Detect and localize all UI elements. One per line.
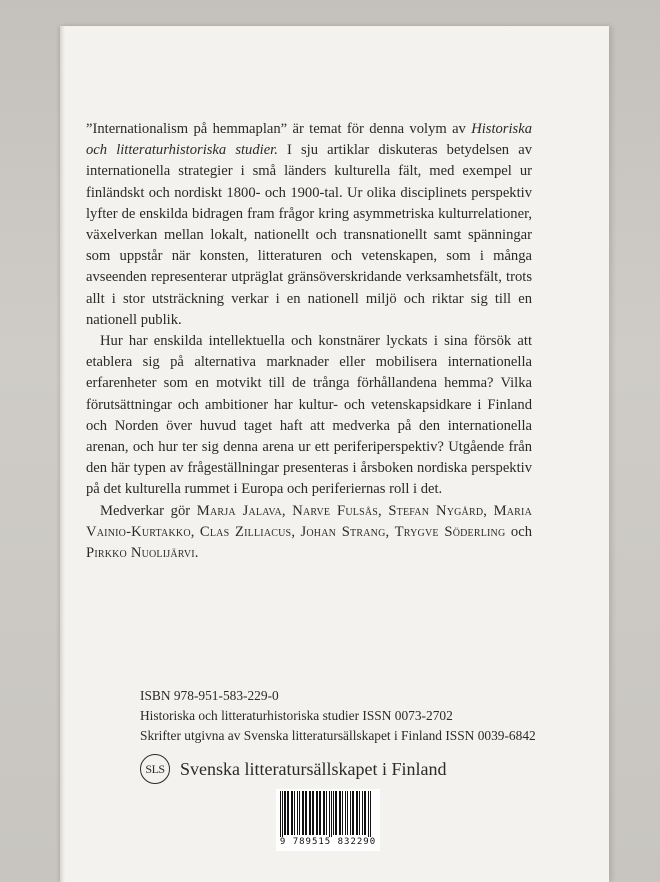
- blurb-p1-start: ”Internationalism på hemmaplan” är temat för denna volym av: [86, 121, 472, 137]
- separator: ,: [378, 502, 389, 519]
- barcode-bar: [364, 791, 366, 835]
- barcode-bar: [299, 791, 300, 835]
- publisher-imprint: [140, 752, 446, 786]
- barcode-bar: [319, 791, 321, 835]
- barcode-bar: [347, 791, 348, 835]
- barcode-bar: [287, 791, 289, 835]
- blurb-paragraph-3: [86, 501, 532, 565]
- barcode-bar: [297, 791, 298, 835]
- barcode-bar: [291, 791, 293, 835]
- contributor-name: Marja Jalava: [196, 502, 282, 519]
- barcode-bar: [370, 791, 371, 839]
- barcode-digits: 9 789515 832290: [276, 837, 380, 847]
- barcode-bar: [350, 791, 351, 835]
- barcode-bar: [342, 791, 343, 835]
- barcode-bar: [356, 791, 358, 835]
- barcode-bar: [352, 791, 354, 835]
- barcode-bar: [309, 791, 311, 835]
- barcode-bar: [294, 791, 295, 835]
- blurb-paragraph-2: Hur har enskilda intellektuella och konstnärer lyckats i sina försök att etablera sig på alternativa marknader eller mobilisera internationella erfarenheter som en motvikt till de trånga förhållandena hemma? Vilka förutsättningar och ambitioner har kultur- och vetenskapsidkare i Finland och Norden över huvud taget haft att medverka på den internationella arenan, och hur ter sig denna arena ur ett periferiperspektiv? Utgående från den här typen av frågeställningar presenteras i årsboken nordiska perspektiv på det kulturella rummet i Europa och periferiernas roll i det.: [86, 333, 532, 498]
- contributor-name: Clas Zilliacus: [199, 523, 292, 540]
- barcode-bar: [368, 791, 369, 839]
- barcode-bar: [345, 791, 346, 835]
- contributor-name: Narve Fulsås: [292, 502, 379, 519]
- contributor-name: Stefan Nygård: [388, 502, 484, 519]
- barcode-bar: [362, 791, 363, 835]
- barcode-bar: [335, 791, 337, 835]
- barcode-bars: [276, 789, 380, 839]
- sentence-end: .: [194, 545, 199, 562]
- isbn-line: ISBN 978-951-583-229-0: [140, 688, 279, 703]
- barcode-bar: [305, 791, 307, 835]
- contributors-intro: Medverkar gör: [100, 502, 197, 519]
- blurb-paragraph-1: [86, 119, 532, 331]
- contributor-name: Johan Strang: [300, 523, 386, 540]
- contributor-name: Maria Vainio-Kurtakko: [86, 502, 532, 540]
- sls-logo-text: SLS: [145, 761, 165, 776]
- barcode-bar: [333, 791, 334, 835]
- separator-and: och: [505, 523, 532, 540]
- barcode-bar: [312, 791, 314, 835]
- barcode-bar: [326, 791, 327, 835]
- barcode-bar: [339, 791, 341, 835]
- contributor-name: Trygve Söderling: [394, 523, 506, 540]
- barcode-bar: [282, 791, 283, 839]
- barcode-bar: [302, 791, 304, 835]
- contributor-name: Pirkko Nuolijärvi: [86, 545, 195, 562]
- publisher-name: Svenska litteratursällskapet i Finland: [180, 758, 447, 779]
- separator: ,: [483, 502, 494, 519]
- series-issn-line: Historiska och litteraturhistoriska studier ISSN 0073-2702: [140, 707, 453, 723]
- separator: ,: [281, 502, 293, 519]
- series-title: Historiska och litteraturhistoriska studier.: [86, 121, 532, 159]
- barcode-bar: [280, 791, 281, 839]
- barcode-bar: [331, 791, 332, 839]
- blurb-p1-rest: I sju artiklar diskuteras betydelsen av internationella strategier i små länders kulturella fält, med exempel ur finländskt och nordiskt 1800- och 1900-tal. Ur olika disciplinets perspektiv lyfter de enskilda bidragen fram frågor kring asymmetriska kulturrelationer, växelverkan mellan lokalt, nationellt och transnationellt samt spänningar som uppstår när konsten, litteraturen och vetenskapen, som i många avseenden representerar utpräglat gränsöverskridande verksamhetsfält, trots allt i stor utsträckning verkar i en nationell miljö och riktar sig till en nationell publik.: [86, 142, 532, 328]
- back-cover-blurb: [86, 119, 532, 564]
- publisher-issn-line: Skrifter utgivna av Svenska litteratursällskapet i Finland ISSN 0039-6842: [140, 727, 536, 743]
- isbn-issn-block: [140, 686, 560, 745]
- barcode-bar: [284, 791, 286, 835]
- separator: ,: [291, 523, 301, 540]
- separator: ,: [190, 523, 200, 540]
- sls-logo-icon: [140, 754, 170, 784]
- barcode-bar: [316, 791, 318, 835]
- barcode-bar: [329, 791, 330, 839]
- barcode-bar: [359, 791, 360, 835]
- barcode-bar: [323, 791, 325, 835]
- ean-barcode: [276, 789, 380, 851]
- separator: ,: [385, 523, 395, 540]
